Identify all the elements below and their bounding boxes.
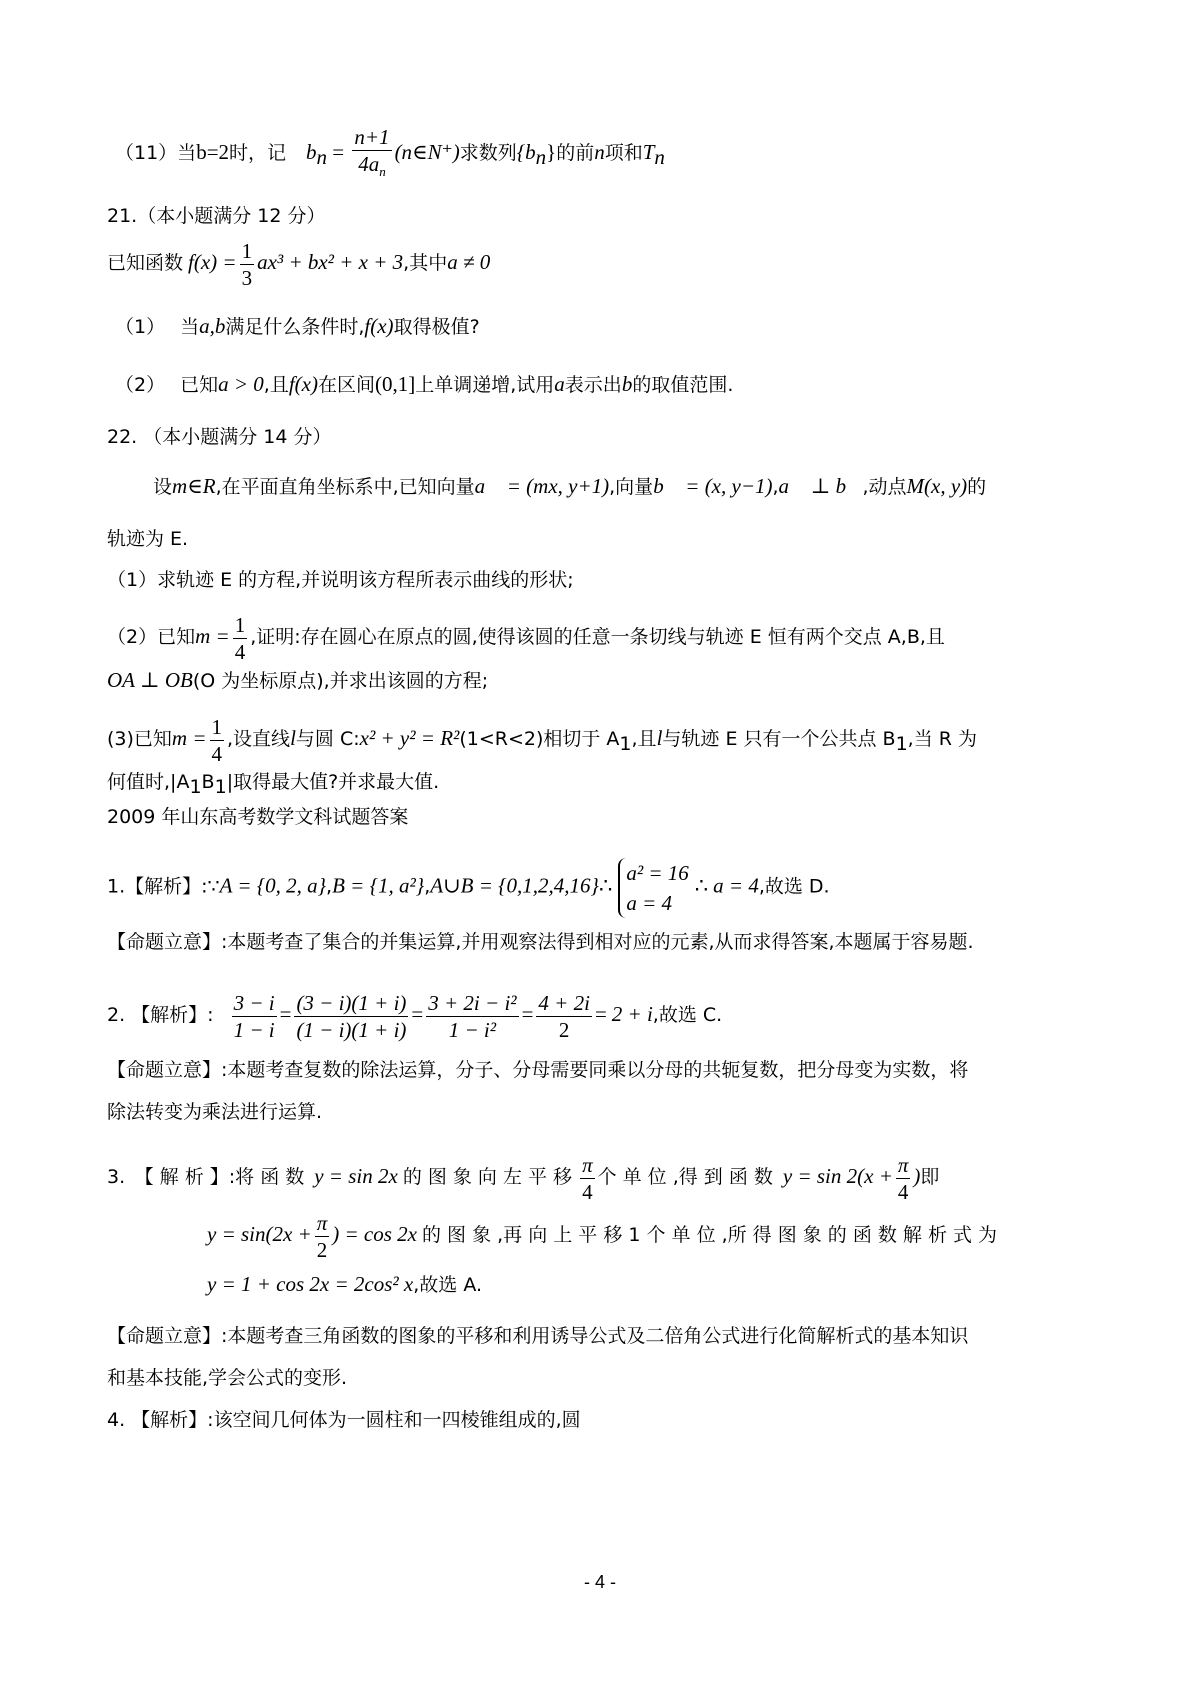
answer-3-intent-2: 和基本技能,学会公式的变形.: [107, 1367, 348, 1389]
q22-line2: 轨迹为 E.: [107, 528, 189, 550]
answer-2: 2. 【解析】: $\frac{3 - i}{1 - i}$ = $\frac{(3 - i)(1 + i)}{(1 - i)(1 + i)}$ = $\frac{\text{3 + 2i − i²}}{\text{1 − i²}}$ = $\frac{4 + 2i}{2}$ = 2 + i,故选 C.: [107, 991, 723, 1042]
q21-heading: 21.（本小题满分 12 分）: [107, 205, 326, 227]
answer-3-line1: 3. 【 解 析 】:将 函 数 y = sin 2x 的 图 象 向 左 平 移 $\frac{\pi}{4}$ 个 单 位 ,得 到 函 数 y = sin 2(x + $\frac{\pi}{4}$ )即: [107, 1153, 940, 1204]
page-number: - 4 -: [583, 1572, 616, 1592]
answer-3-line2: y = sin(2x + $\frac{\pi}{2}$ ) = cos 2x 的 图 象 ,再 向 上 平 移 1 个 单 位 ,所 得 图 象 的 函 数 解 析 式 为: [207, 1211, 998, 1262]
q21-intro: 已知函数 f(x) = $\frac{1}{3}$ ax³ + bx² + x + 3,其中a ≠ 0: [107, 239, 491, 290]
q22-part3b: 何值时$,|A_1B_1|$取得最大值?并求最大值.: [107, 771, 440, 798]
q22-part2b: OA ⊥ OB(O 为坐标原点),并求出该圆的方程;: [107, 668, 489, 692]
answer-3-line3: y = 1 + cos 2x = 2cos² x,故选 A.: [207, 1272, 483, 1296]
q22-line1: 设m∈R,在平面直角坐标系中,已知向量a⃗ = (mx, y+1),向量b⃗ = (x, y−1),a⃗ ⊥ b⃗,动点M(x, y)的: [153, 474, 987, 498]
answers-title: 2009 年山东高考数学文科试题答案: [107, 806, 409, 828]
q22-heading: 22. （本小题满分 14 分）: [107, 426, 332, 448]
q22-part1: （1）求轨迹 E 的方程,并说明该方程所表示曲线的形状;: [107, 569, 574, 591]
q22-part3: (3)已知m = $\frac{1}{4}$ ,设直线l与圆 C:x² + y² = R²(1<R<2)相切于 $A_1$,且l与轨迹 E 只有一个公共点 $B_1$,当 R 为: [107, 715, 977, 766]
q20-part2-line: （11）当b=2时，记 $b_n$ = $\frac{n+1}{4a_n}$ (n∈N⁺)求数列$\{b_n\}$的前n项和$T_n$: [115, 124, 665, 185]
q22-part2: （2）已知m = $\frac{1}{4}$ ,证明:存在圆心在原点的圆,使得该圆的任意一条切线与轨迹 E 恒有两个交点 A,B,且: [107, 613, 945, 664]
answer-1: 1.【解析】:∵A = {0, 2, a},B = {1, a²},A∪B = {0,1,2,4,16}∴ a² = 16 a = 4 ∴ a = 4,故选 D.: [107, 858, 830, 918]
q20-fraction: $\frac{n+1}{4a_n}$: [354, 125, 390, 180]
answer-1-intent: 【命题立意】:本题考查了集合的并集运算,并用观察法得到相对应的元素,从而求得答案,本题属于容易题.: [107, 931, 974, 953]
a1-system: a² = 16 a = 4: [618, 858, 688, 918]
q21-part2: （2） 已知a > 0,且f(x)在区间(0,1]上单调递增,试用a表示出b的取值范围.: [115, 372, 734, 396]
answer-3-intent-1: 【命题立意】:本题考查三角函数的图象的平移和利用诱导公式及二倍角公式进行化简解析式的基本知识: [107, 1325, 969, 1347]
answer-2-intent-1: 【命题立意】:本题考查复数的除法运算，分子、分母需要同乘以分母的共轭复数，把分母变为实数，将: [107, 1059, 969, 1081]
answer-2-intent-2: 除法转变为乘法进行运算.: [107, 1101, 323, 1123]
answer-4: 4. 【解析】:该空间几何体为一圆柱和一四棱锥组成的,圆: [107, 1409, 581, 1431]
q21-part1: （1） 当a,b满足什么条件时,f(x)取得极值?: [115, 314, 480, 338]
